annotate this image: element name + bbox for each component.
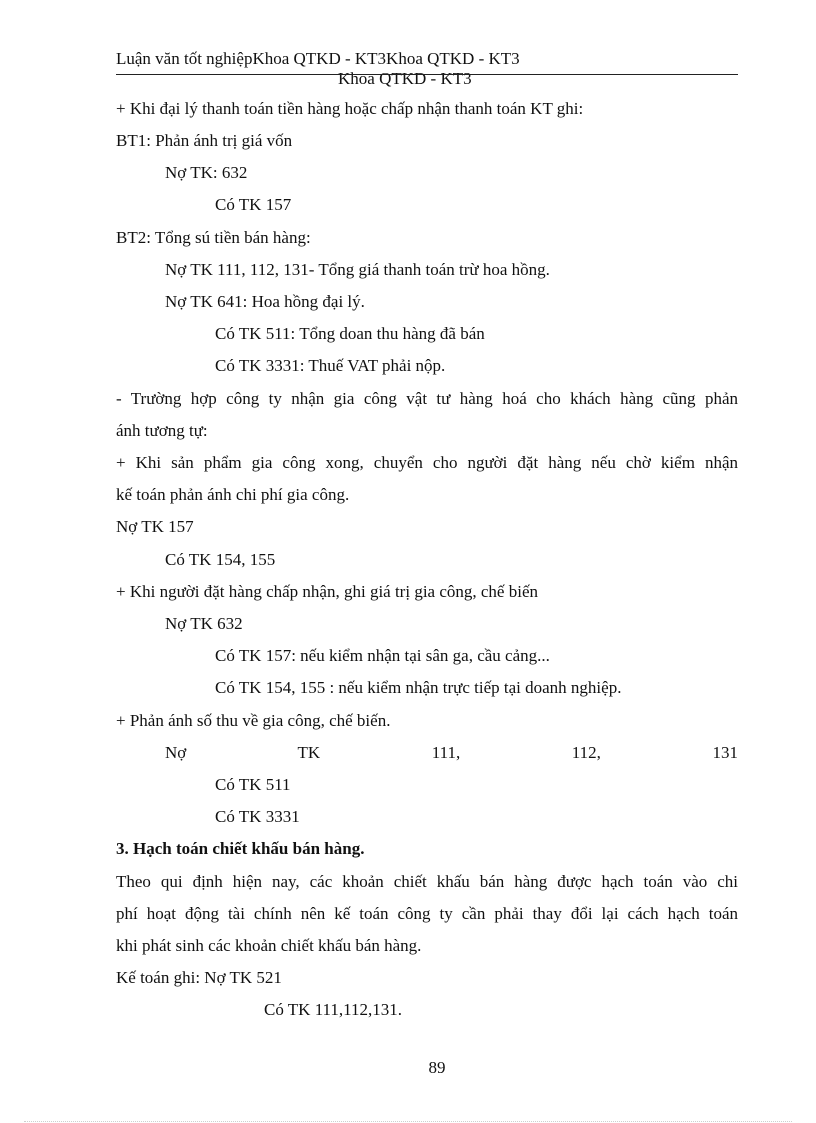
text-line: BT1: Phản ánh trị giá vốn xyxy=(116,131,293,150)
text-line: phí hoạt động tài chính nên kế toán công ty cần phải thay đổi lại cách hạch toán xyxy=(116,904,738,923)
text-line: Kế toán ghi: Nợ TK 521 xyxy=(116,968,282,987)
text-line: Có TK 111,112,131. xyxy=(264,1000,403,1019)
text-line: BT2: Tổng sú tiền bán hàng: xyxy=(116,228,311,247)
text-line: Có TK 511 xyxy=(215,775,291,794)
text-line: Nợ TK 157 xyxy=(116,517,194,536)
text-line: - Trường hợp công ty nhận gia công vật tư hàng hoá cho khách hàng cũng phản xyxy=(116,389,738,408)
header-divider xyxy=(116,74,738,75)
page-number: 89 xyxy=(428,1058,446,1077)
text-line: Nợ TK: 632 xyxy=(165,163,248,182)
text-line: Nợ TK 641: Hoa hồng đại lý. xyxy=(165,292,365,311)
text-line: Có TK 154, 155 xyxy=(165,550,276,569)
text-line: + Khi đại lý thanh toán tiền hàng hoặc chấp nhận thanh toán KT ghi: xyxy=(116,99,584,118)
text-line: Có TK 157: nếu kiểm nhận tại sân ga, cầu cảng... xyxy=(215,646,550,665)
text-line: Nợ TK 111, 112, 131- Tổng giá thanh toán trừ hoa hồng. xyxy=(165,260,550,279)
text-line: Nợ TK 111, 112, 131 xyxy=(165,743,738,762)
text-line: Có TK 154, 155 : nếu kiểm nhận trực tiếp tại doanh nghiệp. xyxy=(215,678,622,697)
text-line: + Khi sản phẩm gia công xong, chuyển cho người đặt hàng nếu chờ kiểm nhận xyxy=(116,453,738,472)
section-heading: 3. Hạch toán chiết khấu bán hàng. xyxy=(116,839,365,858)
text-line: Nợ TK 632 xyxy=(165,614,243,633)
text-line: kế toán phản ánh chi phí gia công. xyxy=(116,485,350,504)
header-line-1: Luận văn tốt nghiệpKhoa QTKD - KT3Khoa QTKD - KT3 xyxy=(116,49,520,68)
text-line: Có TK 511: Tổng doan thu hàng đã bán xyxy=(215,324,485,343)
text-line: Có TK 3331: Thuế VAT phải nộp. xyxy=(215,356,446,375)
text-line: Theo qui định hiện nay, các khoản chiết khấu bán hàng được hạch toán vào chi xyxy=(116,872,738,891)
page-bottom-divider xyxy=(24,1121,792,1122)
text-line: + Phản ánh số thu về gia công, chế biến. xyxy=(116,711,391,730)
text-line: khi phát sinh các khoản chiết khấu bán hàng. xyxy=(116,936,422,955)
header-line-2: Khoa QTKD - KT3 xyxy=(338,69,472,88)
page-header xyxy=(116,49,738,88)
text-line: + Khi người đặt hàng chấp nhận, ghi giá trị gia công, chế biến xyxy=(116,582,538,601)
text-line: Có TK 3331 xyxy=(215,807,300,826)
text-line: ánh tương tự: xyxy=(116,421,208,440)
text-line: Có TK 157 xyxy=(215,195,292,214)
